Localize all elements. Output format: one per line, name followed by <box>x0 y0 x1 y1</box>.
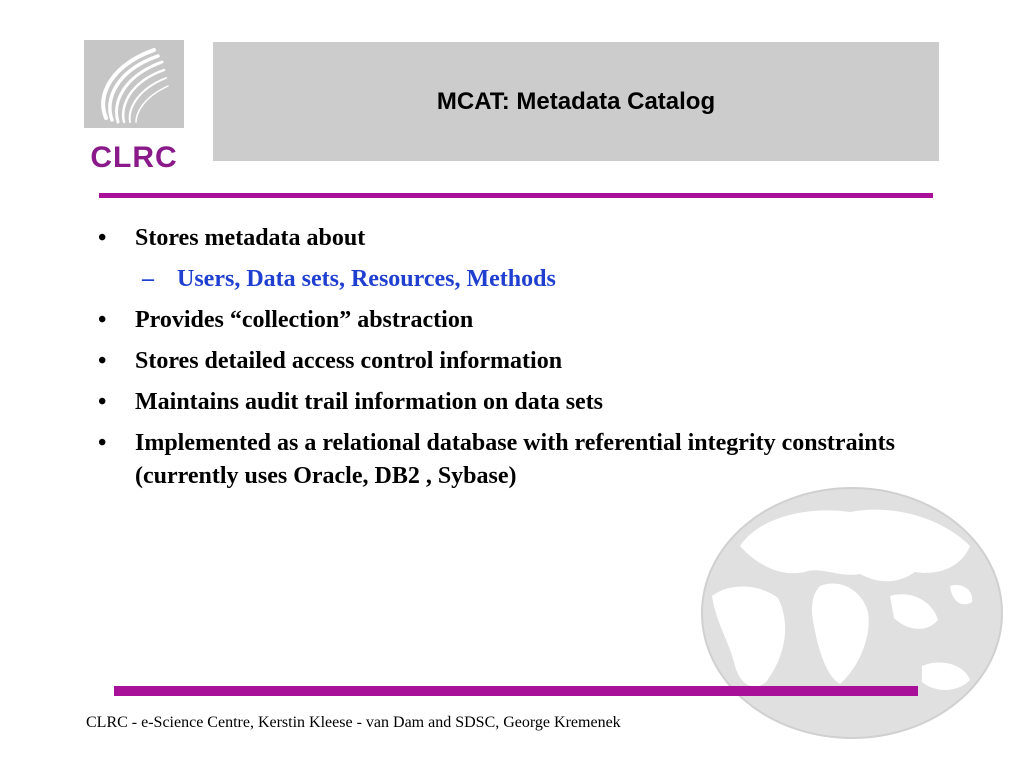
sub-bullet-item <box>98 263 918 296</box>
footer-credits: CLRC - e-Science Centre, Kerstin Kleese - van Dam and SDSC, George Kremenek <box>86 714 621 731</box>
clrc-swirl-logo-icon <box>84 40 184 128</box>
bullet-marker: • <box>98 430 107 456</box>
bullet-text: Provides “collection” abstraction <box>135 307 474 333</box>
bullet-list <box>98 222 918 501</box>
bullet-text: Maintains audit trail information on data sets <box>135 389 604 415</box>
slide-title: MCAT: Metadata Catalog <box>436 87 716 115</box>
top-divider <box>99 193 933 198</box>
sub-bullet-marker: – <box>142 266 154 292</box>
globe-watermark-icon <box>700 486 1004 740</box>
bullet-item <box>98 427 918 493</box>
bullet-text: Stores metadata about <box>135 225 366 251</box>
bullet-marker: • <box>98 389 107 415</box>
bullet-marker: • <box>98 348 107 374</box>
bullet-item <box>98 222 918 255</box>
bullet-text: Implemented as a relational database with referential integrity constraints (currently uses Oracle, DB2 , Sybase) <box>135 430 895 489</box>
bottom-divider <box>114 686 918 696</box>
bullet-marker: • <box>98 307 107 333</box>
bullet-marker: • <box>98 225 107 251</box>
bullet-item <box>98 386 918 419</box>
bullet-item <box>98 304 918 337</box>
bullet-item <box>98 345 918 378</box>
sub-bullet-text: Users, Data sets, Resources, Methods <box>177 266 556 292</box>
bullet-text: Stores detailed access control information <box>135 348 563 374</box>
logo-wordmark: CLRC <box>90 141 178 174</box>
title-bar <box>213 42 939 161</box>
